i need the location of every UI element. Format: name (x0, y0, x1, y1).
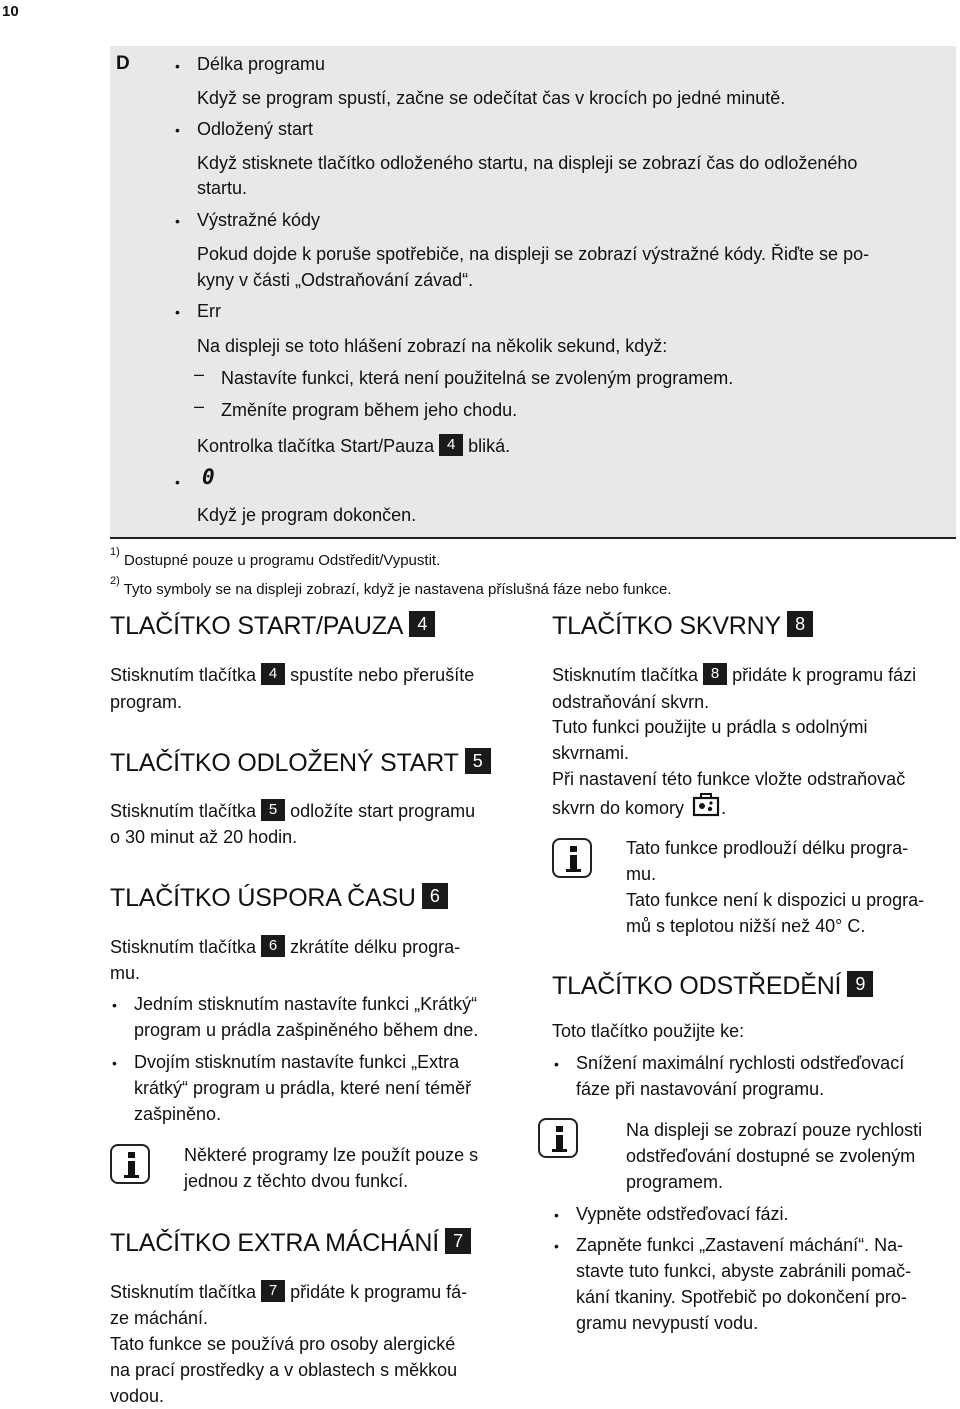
bullet-text: Pokud dojde k poruše spotřebiče, na displeji se zobrazí výstražné kódy. Řiďte se po- (197, 244, 870, 264)
bullet-text: Když stisknete tlačítko odloženého startu, na displeji se zobrazí čas do odloženého (197, 153, 858, 173)
bullet-text: gramu nevypustí vodu. (576, 1313, 759, 1333)
bullet-text: krátký“ program u prádla, které není téměř (134, 1078, 472, 1098)
display-zero-symbol: 0 (202, 465, 215, 489)
bullet-icon: • (175, 474, 180, 490)
paragraph-line: na prací prostředky a v oblastech s měkkou (110, 1360, 458, 1380)
bullet-title-delayed-start: Odložený start (197, 119, 314, 139)
bullet-title-alarm-codes: Výstražné kódy (197, 210, 321, 230)
footnote-text: Dostupné pouze u programu Odstředit/Vypustit. (123, 552, 441, 569)
bullet-text: Na displeji se toto hlášení zobrazí na několik sekund, když: (197, 336, 668, 356)
bullet-icon: • (112, 997, 117, 1013)
bullet-icon: • (175, 304, 180, 320)
button-number-badge: 8 (787, 611, 813, 637)
bullet-title-err: Err (197, 301, 221, 321)
paragraph-line: Stisknutím tlačítka 4 spustíte nebo přerušíte (110, 665, 475, 685)
dash-item: Změníte program během jeho chodu. (221, 400, 518, 420)
paragraph-line: o 30 minut až 20 hodin. (110, 827, 298, 847)
bullet-text: Když je program dokončen. (197, 505, 417, 525)
bullet-text: fáze při nastavování programu. (576, 1079, 825, 1099)
bullet-icon: • (175, 122, 180, 138)
kontrolka-line (197, 433, 510, 459)
kontrolka-text-end: bliká. (468, 436, 511, 456)
bullet-title-program-length: Délka programu (197, 54, 326, 74)
info-note-text: Některé programy lze použít pouze s (184, 1145, 479, 1165)
paragraph-line: Stisknutím tlačítka 7 přidáte k programu fá- (110, 1282, 468, 1302)
page-number: 10 (2, 3, 19, 20)
button-number-badge: 9 (847, 971, 873, 997)
dash-icon: – (194, 364, 205, 384)
bullet-text: kyny v části „Odstraňování závad“. (197, 270, 474, 290)
dash-icon: – (194, 396, 205, 416)
bullet-text: stavte tuto funkci, abyste zabránili pomač- (576, 1261, 912, 1281)
button-number-badge: 6 (422, 883, 448, 909)
paragraph-line: program. (110, 692, 183, 712)
stain-compartment-icon (691, 792, 721, 818)
bullet-text: Snížení maximální rychlosti odstřeďovací (576, 1053, 905, 1073)
paragraph-line: mu. (110, 963, 141, 983)
bullet-text: kání tkaniny. Spotřebič po dokončení pro- (576, 1287, 907, 1307)
bullet-icon: • (554, 1056, 559, 1072)
row-letter: D (116, 53, 130, 74)
button-number-badge: 5 (465, 748, 491, 774)
button-number-badge: 4 (439, 434, 463, 456)
paragraph-line: vodou. (110, 1386, 165, 1406)
info-icon (110, 1144, 150, 1184)
footnote-mark: 2) (110, 575, 120, 587)
footnote-text: Tyto symboly se na displeji zobrazí, když je nastavena příslušná fáze nebo funkce. (123, 581, 672, 598)
bullet-text: Dvojím stisknutím nastavíte funkci „Extra (134, 1052, 460, 1072)
heading-stains: TLAČÍTKO SKVRNY 8 (552, 611, 813, 641)
info-note-text: mů s teplotou nižší než 40° C. (626, 916, 866, 936)
heading-extra-rinse: TLAČÍTKO EXTRA MÁCHÁNÍ 7 (110, 1228, 471, 1258)
bullet-icon: • (175, 213, 180, 229)
paragraph-line: skvrn do komory . (552, 795, 726, 822)
bullet-text: Když se program spustí, začne se odečítat čas v krocích po jedné minutě. (197, 88, 786, 108)
footnote-2 (110, 575, 671, 600)
info-note-text: odstřeďování dostupné se zvoleným (626, 1146, 916, 1166)
bullet-icon: • (554, 1207, 559, 1223)
info-icon (552, 838, 592, 878)
info-note-text: Tato funkce není k dispozici u progra- (626, 890, 925, 910)
bullet-text: zašpiněno. (134, 1104, 222, 1124)
bullet-icon: • (554, 1238, 559, 1254)
bullet-text: startu. (197, 178, 248, 198)
table-bottom-rule (110, 537, 956, 539)
info-note-text: jednou z těchto dvou funkcí. (184, 1171, 409, 1191)
bullet-icon: • (175, 58, 180, 74)
info-note-text: Na displeji se zobrazí pouze rychlosti (626, 1120, 923, 1140)
kontrolka-text: Kontrolka tlačítka Start/Pauza (197, 436, 435, 456)
bullet-text: Vypněte odstřeďovací fázi. (576, 1204, 789, 1224)
paragraph-line: Stisknutím tlačítka 6 zkrátíte délku progra- (110, 937, 461, 957)
button-number-badge: 7 (445, 1228, 471, 1254)
button-number-badge: 5 (261, 799, 285, 821)
button-number-badge: 4 (409, 611, 435, 637)
info-note-text: mu. (626, 864, 657, 884)
info-note-text: Tato funkce prodlouží délku progra- (626, 838, 909, 858)
info-note-text: programem. (626, 1172, 724, 1192)
dash-item: Nastavíte funkci, která není použitelná se zvoleným programem. (221, 368, 734, 388)
bullet-text: program u prádla zašpiněného během dne. (134, 1020, 479, 1040)
button-number-badge: 6 (261, 935, 285, 957)
paragraph-line: Stisknutím tlačítka 5 odložíte start programu (110, 801, 476, 821)
footnote-1 (110, 546, 440, 571)
heading-start-pause: TLAČÍTKO START/PAUZA 4 (110, 611, 435, 641)
paragraph-line: Stisknutím tlačítka 8 přidáte k programu fázi (552, 665, 917, 685)
footnote-mark: 1) (110, 546, 120, 558)
button-number-badge: 8 (703, 663, 727, 685)
button-number-badge: 7 (261, 1280, 285, 1302)
bullet-text: Zapněte funkci „Zastavení máchání“. Na- (576, 1235, 904, 1255)
paragraph-line: ze máchání. (110, 1308, 209, 1328)
bullet-text: Jedním stisknutím nastavíte funkci „Krátký“ (134, 994, 478, 1014)
heading-time-saving: TLAČÍTKO ÚSPORA ČASU 6 (110, 883, 448, 913)
paragraph-line: Při nastavení této funkce vložte odstraňovač (552, 769, 906, 789)
heading-delayed-start: TLAČÍTKO ODLOŽENÝ START 5 (110, 748, 491, 778)
paragraph-line: Toto tlačítko použijte ke: (552, 1021, 745, 1041)
paragraph-line: odstraňování skvrn. (552, 692, 710, 712)
paragraph-line: Tato funkce se používá pro osoby alergické (110, 1334, 456, 1354)
paragraph-line: skvrnami. (552, 743, 630, 763)
heading-spin: TLAČÍTKO ODSTŘEDĚNÍ 9 (552, 971, 873, 1001)
info-icon (538, 1118, 578, 1158)
paragraph-line: Tuto funkci použijte u prádla s odolnými (552, 717, 868, 737)
bullet-icon: • (112, 1055, 117, 1071)
button-number-badge: 4 (261, 663, 285, 685)
